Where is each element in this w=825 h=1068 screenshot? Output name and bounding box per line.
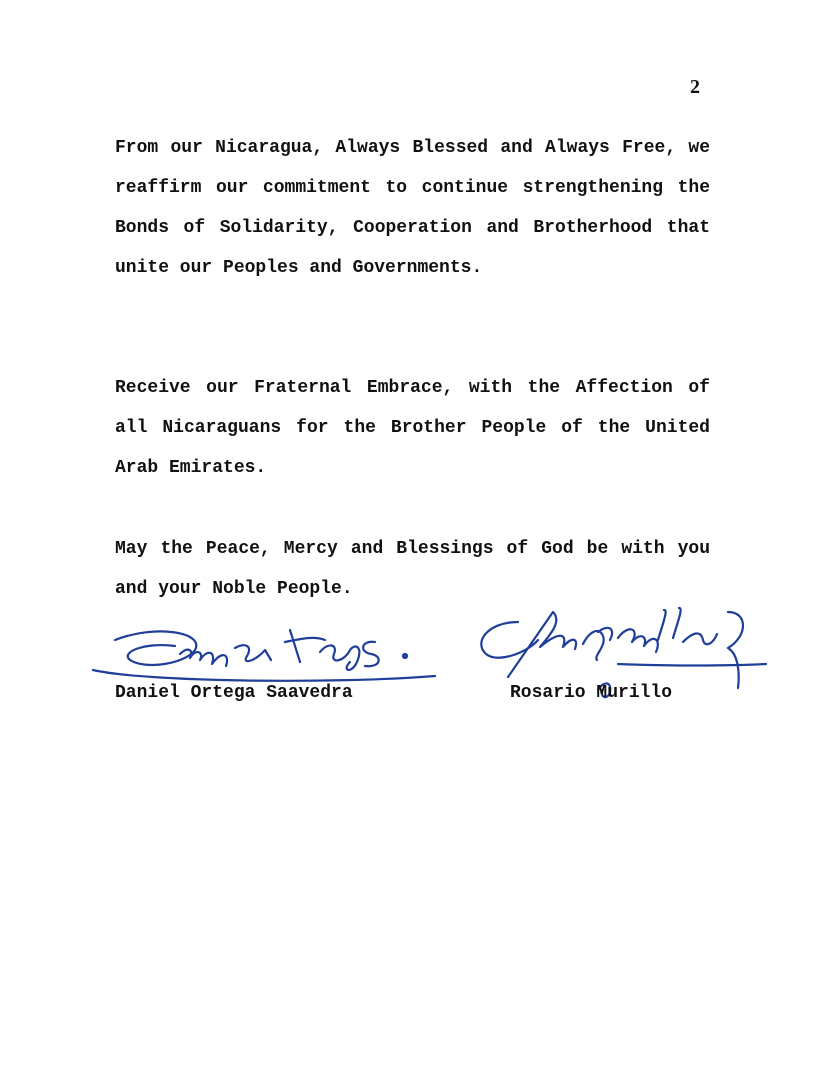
signature-daniel-ortega [85,612,445,687]
paragraph-embrace: Receive our Fraternal Embrace, with the Affection of all Nicaraguans for the Brother People of the United Arab Emirates. [115,378,710,478]
signer-name-daniel-ortega: Daniel Ortega Saavedra [115,683,353,703]
paragraph-commitment: From our Nicaragua, Always Blessed and Always Free, we reaffirm our commitment to continue strengthening the Bonds of Solidarity, Cooperation and Brotherhood that unite our Peoples and Governments. [115,138,710,278]
paragraph-blessings: May the Peace, Mercy and Blessings of God be with you and your Noble People. [115,539,710,599]
page-number: 2 [690,76,700,98]
signer-name-rosario-murillo: Rosario Murillo [510,683,673,703]
